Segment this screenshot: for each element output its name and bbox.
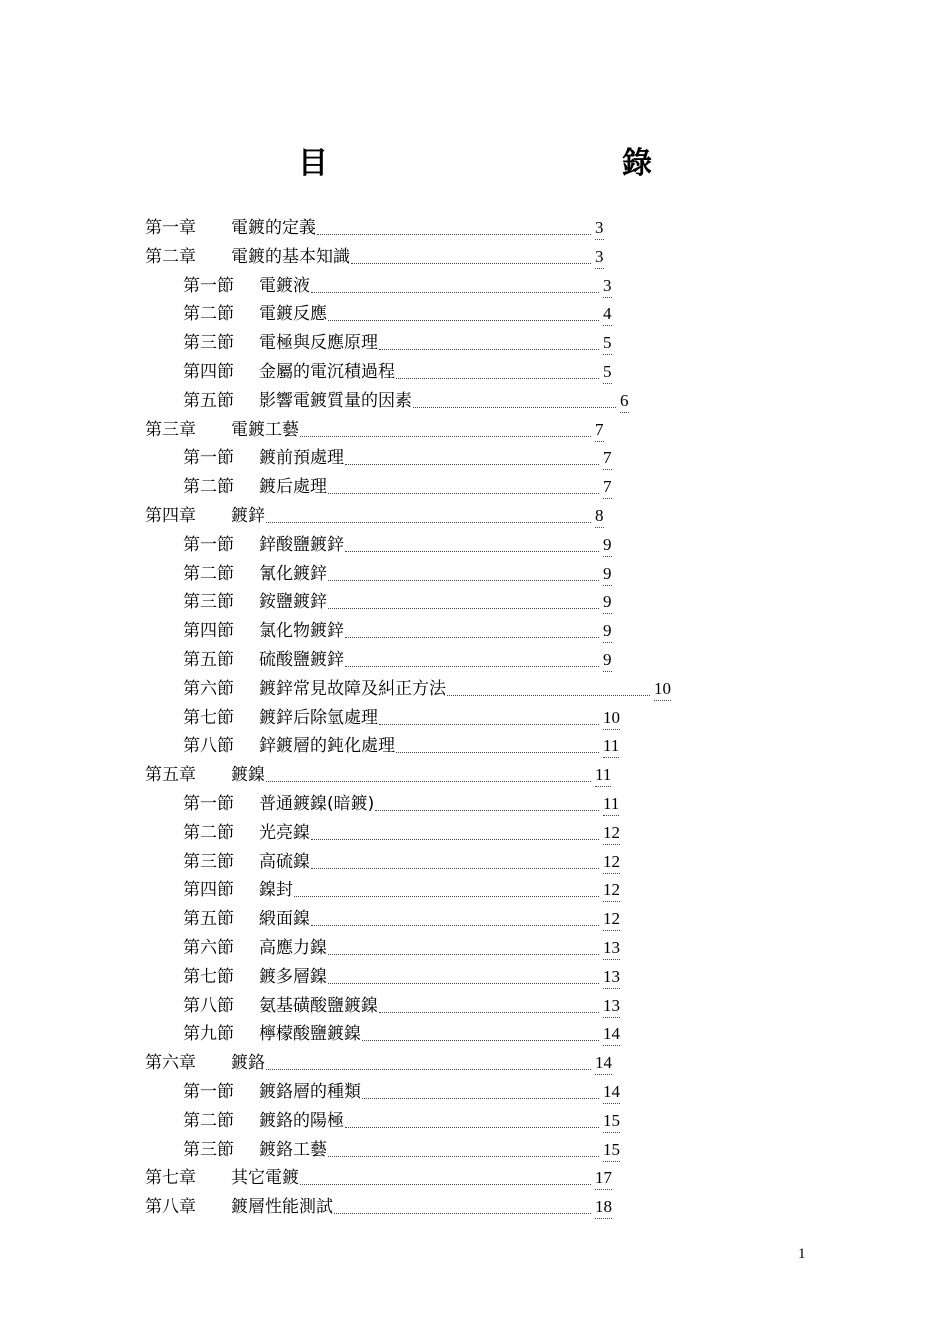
toc-section-entry[interactable] xyxy=(145,963,705,992)
toc-entry-title: 金屬的電沉積過程 xyxy=(259,361,395,382)
toc-section-entry[interactable] xyxy=(145,934,705,963)
table-of-contents xyxy=(145,214,705,1222)
toc-entry-label: 第五章 xyxy=(145,765,196,786)
toc-section-entry[interactable] xyxy=(145,732,705,761)
toc-entry-title: 鍍鉻工藝 xyxy=(259,1139,327,1160)
toc-entry-page: 11 xyxy=(603,793,619,816)
toc-section-entry[interactable] xyxy=(145,905,705,934)
toc-section-entry[interactable] xyxy=(145,704,705,733)
toc-entry-label: 第一節 xyxy=(183,534,234,555)
toc-heading: 目 錄 xyxy=(298,146,730,181)
toc-leader-dots xyxy=(328,580,599,581)
toc-entry-label: 第三章 xyxy=(145,419,196,440)
toc-entry-page: 18 xyxy=(595,1196,612,1219)
toc-entry-page: 17 xyxy=(595,1167,612,1190)
toc-entry-page: 3 xyxy=(595,217,604,240)
toc-entry-title: 鍍鉻的陽極 xyxy=(259,1110,344,1131)
toc-leader-dots xyxy=(311,925,599,926)
toc-chapter-entry[interactable] xyxy=(145,243,705,272)
toc-entry-label: 第二節 xyxy=(183,304,234,325)
toc-leader-dots xyxy=(328,320,599,321)
toc-entry-page: 13 xyxy=(603,995,620,1018)
toc-entry-label: 第五節 xyxy=(183,649,234,670)
toc-entry-label: 第四章 xyxy=(145,505,196,526)
toc-entry-title: 電鍍工藝 xyxy=(231,419,299,440)
toc-entry-page: 11 xyxy=(595,764,611,787)
toc-leader-dots xyxy=(300,1184,591,1185)
toc-chapter-entry[interactable] xyxy=(145,1049,705,1078)
toc-leader-dots xyxy=(328,1156,599,1157)
toc-leader-dots xyxy=(345,637,599,638)
toc-section-entry[interactable] xyxy=(145,300,705,329)
toc-leader-dots xyxy=(379,724,599,725)
toc-entry-label: 第二節 xyxy=(183,563,234,584)
toc-leader-dots xyxy=(362,1098,599,1099)
toc-entry-title: 鍍鎳 xyxy=(231,765,265,786)
toc-leader-dots xyxy=(379,1012,599,1013)
toc-section-entry[interactable] xyxy=(145,387,705,416)
toc-entry-page: 9 xyxy=(603,563,612,586)
toc-entry-title: 普通鍍鎳(暗鍍) xyxy=(259,793,375,814)
toc-entry-label: 第六章 xyxy=(145,1053,196,1074)
toc-section-entry[interactable] xyxy=(145,848,705,877)
toc-leader-dots xyxy=(300,436,591,437)
page-number: 1 xyxy=(798,1246,806,1262)
toc-entry-label: 第二節 xyxy=(183,477,234,498)
toc-leader-dots xyxy=(413,407,616,408)
toc-entry-label: 第一節 xyxy=(183,793,234,814)
toc-entry-page: 15 xyxy=(603,1139,620,1162)
toc-section-entry[interactable] xyxy=(145,790,705,819)
toc-section-entry[interactable] xyxy=(145,588,705,617)
toc-entry-label: 第二節 xyxy=(183,1110,234,1131)
toc-entry-page: 9 xyxy=(603,649,612,672)
toc-entry-label: 第九節 xyxy=(183,1024,234,1045)
toc-leader-dots xyxy=(328,493,599,494)
toc-entry-title: 硫酸鹽鍍鋅 xyxy=(259,649,344,670)
toc-entry-title: 氨基磺酸鹽鍍鎳 xyxy=(259,995,378,1016)
toc-entry-label: 第一節 xyxy=(183,448,234,469)
toc-entry-label: 第三節 xyxy=(183,851,234,872)
toc-leader-dots xyxy=(266,522,591,523)
toc-entry-page: 13 xyxy=(603,937,620,960)
toc-entry-page: 5 xyxy=(603,332,612,355)
toc-entry-label: 第八章 xyxy=(145,1197,196,1218)
toc-entry-page: 9 xyxy=(603,534,612,557)
toc-entry-label: 第八節 xyxy=(183,736,234,757)
toc-entry-page: 10 xyxy=(654,678,671,701)
toc-entry-title: 電鍍液 xyxy=(259,275,310,296)
toc-leader-dots xyxy=(379,349,599,350)
toc-entry-title: 鋅酸鹽鍍鋅 xyxy=(259,534,344,555)
toc-entry-page: 6 xyxy=(620,390,629,413)
toc-entry-page: 11 xyxy=(603,735,619,758)
toc-entry-title: 其它電鍍 xyxy=(231,1168,299,1189)
toc-leader-dots xyxy=(447,695,650,696)
toc-section-entry[interactable] xyxy=(145,531,705,560)
toc-entry-label: 第一節 xyxy=(183,275,234,296)
toc-leader-dots xyxy=(345,551,599,552)
toc-section-entry[interactable] xyxy=(145,992,705,1021)
toc-entry-page: 15 xyxy=(603,1110,620,1133)
toc-section-entry[interactable] xyxy=(145,1078,705,1107)
toc-leader-dots xyxy=(311,868,599,869)
toc-entry-title: 氰化鍍鋅 xyxy=(259,563,327,584)
toc-entry-page: 13 xyxy=(603,966,620,989)
toc-entry-title: 鍍鋅 xyxy=(231,505,265,526)
toc-section-entry[interactable] xyxy=(145,876,705,905)
toc-section-entry[interactable] xyxy=(145,617,705,646)
toc-section-entry[interactable] xyxy=(145,646,705,675)
toc-entry-label: 第三節 xyxy=(183,1139,234,1160)
toc-entry-page: 3 xyxy=(603,275,612,298)
toc-leader-dots xyxy=(345,666,599,667)
toc-entry-title: 鍍鋅后除氫處理 xyxy=(259,707,378,728)
toc-entry-label: 第三節 xyxy=(183,333,234,354)
toc-entry-page: 10 xyxy=(603,707,620,730)
toc-leader-dots xyxy=(266,781,591,782)
toc-entry-title: 鍍鉻層的種類 xyxy=(259,1081,361,1102)
toc-entry-page: 9 xyxy=(603,620,612,643)
toc-chapter-entry[interactable] xyxy=(145,416,705,445)
toc-leader-dots xyxy=(345,1127,599,1128)
toc-section-entry[interactable] xyxy=(145,819,705,848)
toc-entry-label: 第二節 xyxy=(183,822,234,843)
toc-entry-page: 8 xyxy=(595,505,604,528)
toc-entry-page: 14 xyxy=(595,1052,612,1075)
toc-entry-label: 第六節 xyxy=(183,937,234,958)
toc-entry-page: 4 xyxy=(603,303,612,326)
toc-leader-dots xyxy=(351,263,591,264)
toc-entry-page: 12 xyxy=(603,822,620,845)
toc-entry-title: 鍍多層鎳 xyxy=(259,966,327,987)
toc-entry-page: 5 xyxy=(603,361,612,384)
toc-chapter-entry[interactable] xyxy=(145,1193,705,1222)
toc-leader-dots xyxy=(328,608,599,609)
toc-entry-label: 第三節 xyxy=(183,592,234,613)
toc-entry-title: 緞面鎳 xyxy=(259,909,310,930)
toc-entry-label: 第一節 xyxy=(183,1081,234,1102)
toc-section-entry[interactable] xyxy=(145,1107,705,1136)
toc-entry-label: 第五節 xyxy=(183,909,234,930)
toc-leader-dots xyxy=(396,378,599,379)
toc-leader-dots xyxy=(317,234,591,235)
toc-entry-label: 第四節 xyxy=(183,361,234,382)
toc-entry-label: 第七章 xyxy=(145,1168,196,1189)
toc-section-entry[interactable] xyxy=(145,329,705,358)
toc-entry-page: 7 xyxy=(595,419,604,442)
toc-entry-page: 12 xyxy=(603,851,620,874)
toc-entry-title: 鍍鉻 xyxy=(231,1053,265,1074)
toc-entry-page: 7 xyxy=(603,447,612,470)
toc-chapter-entry[interactable] xyxy=(145,1164,705,1193)
toc-entry-title: 鍍層性能測試 xyxy=(231,1197,333,1218)
toc-entry-page: 12 xyxy=(603,879,620,902)
toc-leader-dots xyxy=(311,839,599,840)
toc-leader-dots xyxy=(334,1213,591,1214)
toc-entry-title: 電鍍的基本知識 xyxy=(231,246,350,267)
toc-chapter-entry[interactable] xyxy=(145,761,705,790)
toc-chapter-entry[interactable] xyxy=(145,502,705,531)
toc-entry-page: 3 xyxy=(595,246,604,269)
toc-leader-dots xyxy=(345,464,599,465)
toc-section-entry[interactable] xyxy=(145,1020,705,1049)
toc-entry-label: 第六節 xyxy=(183,678,234,699)
toc-chapter-entry[interactable] xyxy=(145,214,705,243)
toc-entry-label: 第八節 xyxy=(183,995,234,1016)
toc-leader-dots xyxy=(311,292,599,293)
toc-section-entry[interactable] xyxy=(145,1136,705,1165)
toc-entry-page: 12 xyxy=(603,908,620,931)
toc-entry-title: 鍍前預處理 xyxy=(259,448,344,469)
toc-leader-dots xyxy=(294,896,599,897)
toc-entry-title: 光亮鎳 xyxy=(259,822,310,843)
toc-leader-dots xyxy=(266,1069,591,1070)
toc-entry-page: 7 xyxy=(603,476,612,499)
toc-leader-dots xyxy=(375,810,599,811)
toc-entry-title: 高硫鎳 xyxy=(259,851,310,872)
toc-leader-dots xyxy=(328,954,599,955)
toc-leader-dots xyxy=(328,983,599,984)
toc-entry-title: 電鍍的定義 xyxy=(231,218,316,238)
toc-entry-label: 第一章 xyxy=(145,218,196,238)
toc-entry-label: 第七節 xyxy=(183,966,234,987)
toc-entry-title: 電鍍反應 xyxy=(259,304,327,325)
toc-section-entry[interactable] xyxy=(145,675,705,704)
toc-entry-title: 氯化物鍍鋅 xyxy=(259,621,344,642)
toc-entry-label: 第二章 xyxy=(145,246,196,267)
toc-entry-page: 14 xyxy=(603,1081,620,1104)
toc-section-entry[interactable] xyxy=(145,444,705,473)
toc-entry-title: 鍍后處理 xyxy=(259,477,327,498)
toc-entry-title: 鍍鋅常見故障及糾正方法 xyxy=(259,678,446,699)
toc-entry-page: 14 xyxy=(603,1023,620,1046)
toc-entry-title: 銨鹽鍍鋅 xyxy=(259,592,327,613)
toc-entry-title: 鋅鍍層的鈍化處理 xyxy=(259,736,395,757)
toc-entry-title: 鎳封 xyxy=(259,880,293,901)
toc-entry-label: 第四節 xyxy=(183,880,234,901)
toc-leader-dots xyxy=(396,752,599,753)
toc-entry-title: 影響電鍍質量的因素 xyxy=(259,390,412,411)
toc-entry-title: 電極與反應原理 xyxy=(259,333,378,354)
toc-entry-title: 高應力鎳 xyxy=(259,937,327,958)
toc-section-entry[interactable] xyxy=(145,473,705,502)
toc-entry-label: 第七節 xyxy=(183,707,234,728)
toc-entry-page: 9 xyxy=(603,591,612,614)
toc-entry-label: 第四節 xyxy=(183,621,234,642)
toc-section-entry[interactable] xyxy=(145,272,705,301)
toc-section-entry[interactable] xyxy=(145,560,705,589)
toc-entry-title: 檸檬酸鹽鍍鎳 xyxy=(259,1024,361,1045)
toc-entry-label: 第五節 xyxy=(183,390,234,411)
toc-leader-dots xyxy=(362,1040,599,1041)
toc-section-entry[interactable] xyxy=(145,358,705,387)
